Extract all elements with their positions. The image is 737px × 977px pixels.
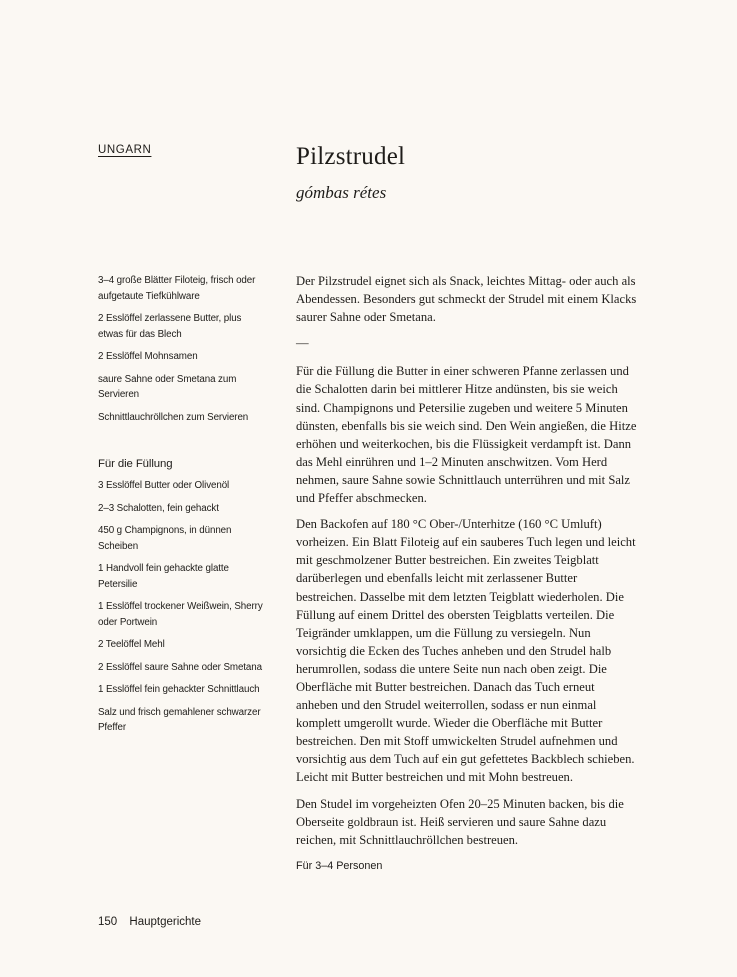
ingredient-item: 2 Esslöffel saure Sahne oder Smetana [98, 661, 262, 673]
ingredient-item: 2 Esslöffel Mohnsamen [98, 351, 198, 362]
ingredient-item: 2 Esslöffel zerlassene Butter, plus etwas für das Blech [98, 313, 242, 340]
recipe-title: Pilzstrudel [296, 143, 406, 170]
section-name: Hauptgerichte [129, 916, 201, 928]
ingredient-item: 1 Esslöffel fein gehackter Schnittlauch [98, 684, 260, 695]
method-paragraph: Den Backofen auf 180 °C Ober-/Unterhitze (160 °C Umluft) vorheizen. Ein Blatt Filoteig auf ein sauberes Tuch legen und leicht mit geschmolzener Butter bestreichen. Ein zweites Teigblatt darüberlegen und ebenfalls leicht mit zerlassener Butter bestreichen. Dasselbe mit dem letzten Teigblatt wiederholen. Die Füllung auf einem Drittel des obersten Teigblatts verteilen. Die Teigränder umklappen, um die Füllung zu versiegeln. Nun vorsichtig die Ecken des Tuches anheben und den Strudel halb herumrollen, sodass die untere Seite nun nach oben zeigt. Die Oberfläche mit Butter bestreichen. Danach das Tuch erneut anheben und den Strudel weiterrollen, sodass er nun einmal komplett umgerollt wurde. Wieder die Oberfläche mit Butter bestreichen. Den mit Stoff umwickelten Strudel aufnehmen und vorsichtig aus dem Tuch auf ein gut gefettetes Backblech schieben. Leicht mit Butter bestreichen und mit Mohn bestreuen. [296, 517, 636, 785]
recipe-body [296, 272, 639, 883]
ingredient-item: saure Sahne oder Smetana zum Servieren [98, 373, 237, 400]
servings-note: Für 3–4 Personen [296, 859, 383, 872]
ingredient-item: 2–3 Schalotten, fein gehackt [98, 502, 219, 514]
ingredient-item: 1 Handvoll fein gehackte glatte Petersilie [98, 563, 229, 590]
ingredient-item: 450 g Champignons, in dünnen Scheiben [98, 525, 232, 552]
ingredient-item: 3–4 große Blätter Filoteig, frisch oder aufgetaute Tiefkühlware [98, 275, 256, 302]
separator-dash: — [296, 336, 309, 351]
ingredient-item: Salz und frisch gemahlener schwarzer Pfeffer [98, 706, 261, 733]
ingredients-list [98, 273, 263, 743]
ingredient-item: Schnittlauchröllchen zum Servieren [98, 411, 249, 423]
page-number: 150 [98, 916, 118, 928]
intro-paragraph: Der Pilzstrudel eignet sich als Snack, leichtes Mittag- oder auch als Abendessen. Besonders gut schmeckt der Strudel mit einem Klacks saurer Sahne oder Smetana. [296, 274, 637, 325]
ingredient-item: 2 Teelöffel Mehl [98, 639, 165, 650]
recipe-subtitle: gómbas rétes [296, 183, 387, 202]
page-footer [98, 916, 201, 928]
method-paragraph: Den Studel im vorgeheizten Ofen 20–25 Minuten backen, bis die Oberseite goldbraun ist. Heiß servieren und saure Sahne dazu reichen, mit Schnittlauchröllchen bestreuen. [296, 796, 624, 847]
country-label: UNGARN [98, 144, 152, 156]
ingredient-item: 3 Esslöffel Butter oder Olivenöl [98, 480, 230, 491]
filling-heading: Für die Füllung [98, 458, 173, 470]
method-paragraph: Für die Füllung die Butter in einer schweren Pfanne zerlassen und die Schalotten darin bei mittlerer Hitze andünsten, bis sie weich sind. Champignons und Petersilie zugeben und weitere 5 Minuten dünsten, ebenfalls bis sie weich sind. Den Wein angießen, die Hitze erhöhen und weiterkochen, bis die Flüssigkeit verdampft ist. Dann das Mehl einrühren und 1–2 Minuten anschwitzen. Vom Herd nehmen, saure Sahne sowie Schnittlauch unterrühren und mit Salz und Pfeffer abschmecken. [296, 364, 637, 506]
ingredient-item: 1 Esslöffel trockener Weißwein, Sherry oder Portwein [98, 601, 263, 628]
